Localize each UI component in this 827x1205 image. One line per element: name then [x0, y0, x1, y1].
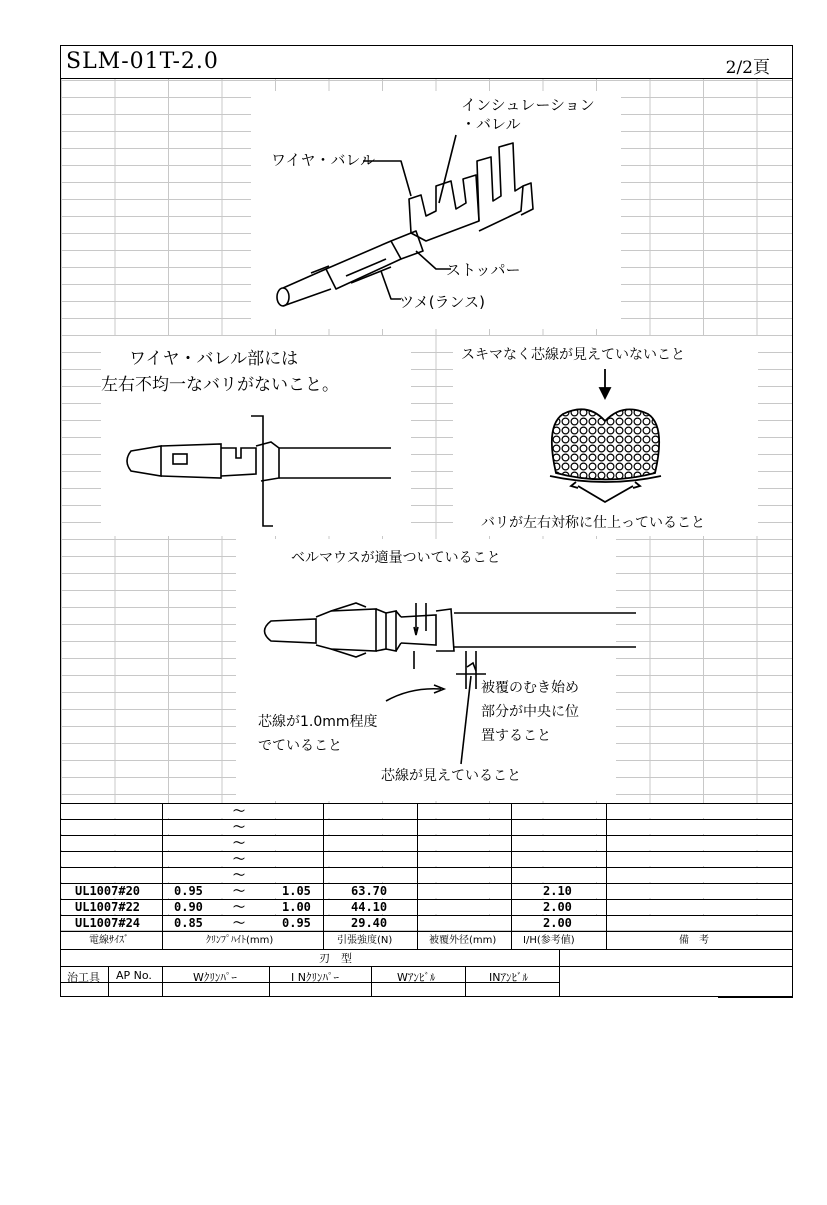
column-divider	[606, 803, 607, 949]
table-row	[61, 803, 792, 818]
tooling-table	[61, 949, 792, 997]
table-row	[61, 835, 792, 850]
table-header-row	[61, 931, 792, 949]
column-divider	[162, 966, 163, 997]
ih-value: 2.10	[543, 884, 572, 898]
col-tool: 治工具	[67, 971, 100, 984]
column-divider	[323, 803, 324, 949]
column-divider	[269, 966, 270, 997]
tensile-strength: 44.10	[351, 900, 388, 914]
table-row	[61, 915, 792, 930]
tilde: ～	[233, 804, 246, 818]
crimp-min: 0.95	[174, 884, 203, 898]
wire-size: UL1007#24	[75, 916, 141, 930]
core-visible-note: 芯線が見えていること	[381, 768, 521, 784]
die-type-label: 刃 型	[319, 952, 352, 965]
wire-barrel-burr-figure	[101, 336, 411, 536]
document-title: SLM-01T-2.0	[66, 49, 219, 74]
tilde: ～	[233, 836, 246, 850]
header-crimp-height: ｸﾘﾝﾌﾟﾊｲﾄ(mm)	[206, 935, 274, 946]
header-tensile: 引張強度(N)	[337, 935, 393, 946]
cross-section-top-note: スキマなく芯線が見えていないこと	[461, 347, 685, 363]
tilde: ～	[233, 852, 246, 866]
crimp-max: 1.05	[282, 884, 311, 898]
ih-value: 2.00	[543, 900, 572, 914]
bellmouth-note: ベルマウスが適量ついていること	[291, 550, 501, 566]
header-wire-size: 電線ｻｲｽﾞ	[89, 935, 129, 946]
table-row	[61, 883, 792, 898]
core-protrude-line2: でていること	[258, 738, 342, 754]
core-protrude-line1: 芯線が1.0mm程度	[258, 714, 378, 730]
bellmouth-drawing	[236, 539, 616, 801]
col-in-anvil: INｱﾝﾋﾞﾙ	[489, 971, 528, 984]
tilde: ～	[233, 820, 246, 834]
header-note: 備 考	[679, 935, 709, 946]
footer-rule	[718, 996, 793, 998]
col-w-anvil: Wｱﾝﾋﾞﾙ	[397, 971, 436, 984]
terminal-perspective-figure	[251, 91, 621, 329]
crimp-min: 0.90	[174, 900, 203, 914]
ih-value: 2.00	[543, 916, 572, 930]
tensile-strength: 63.70	[351, 884, 388, 898]
col-in-crimper: I Nｸﾘﾝﾊﾟｰ	[291, 971, 339, 984]
tilde: ～	[233, 868, 246, 882]
header-od: 被覆外径(mm)	[429, 935, 497, 946]
cross-section-bottom-note: バリが左右対称に仕上っていること	[481, 515, 705, 531]
label-stopper: ストッパー	[446, 261, 521, 279]
tilde: ～	[233, 916, 246, 930]
strip-note-line2: 部分が中央に位	[481, 704, 579, 720]
table-row	[61, 819, 792, 834]
spec-sheet	[60, 45, 793, 997]
wire-size: UL1007#20	[75, 884, 141, 898]
page-number: 2/2頁	[725, 58, 770, 78]
label-insulation-barrel: インシュレーション	[461, 96, 595, 114]
column-divider	[465, 966, 466, 997]
tilde: ～	[233, 900, 246, 914]
table-row	[61, 899, 792, 914]
tensile-strength: 29.40	[351, 916, 388, 930]
burr-note-line2: 左右不均一なバリがないこと。	[101, 375, 339, 395]
crimp-min: 0.85	[174, 916, 203, 930]
header-ih: I/H(参考値)	[523, 935, 575, 946]
crimp-max: 1.00	[282, 900, 311, 914]
crimped-terminal-side-drawing	[101, 336, 411, 536]
label-wire-barrel: ワイヤ・バレル	[271, 151, 376, 169]
column-divider	[417, 803, 418, 949]
column-divider	[371, 966, 372, 997]
col-w-crimper: Wｸﾘﾝﾊﾟｰ	[193, 971, 237, 984]
crimp-max: 0.95	[282, 916, 311, 930]
strip-note-line3: 置すること	[481, 728, 551, 744]
burr-note-line1: ワイヤ・バレル部には	[129, 349, 299, 369]
tilde: ～	[233, 884, 246, 898]
label-insulation-barrel-2: ・バレル	[461, 115, 521, 133]
label-lance: ツメ(ランス)	[399, 293, 485, 311]
crimp-spec-table	[61, 803, 792, 949]
terminal-perspective-drawing	[251, 91, 621, 329]
sheet-header	[61, 46, 792, 79]
column-divider	[162, 803, 163, 949]
wire-size: UL1007#22	[75, 900, 141, 914]
column-divider	[559, 950, 560, 997]
column-divider	[108, 966, 109, 997]
column-divider	[511, 803, 512, 949]
col-ap-no: AP No.	[116, 969, 152, 982]
table-row	[61, 851, 792, 866]
crimp-cross-section-figure	[453, 336, 758, 536]
bellmouth-figure	[236, 539, 616, 801]
cross-section-drawing	[453, 336, 758, 536]
strip-note-line1: 被覆のむき始め	[481, 680, 579, 696]
table-row	[61, 867, 792, 882]
